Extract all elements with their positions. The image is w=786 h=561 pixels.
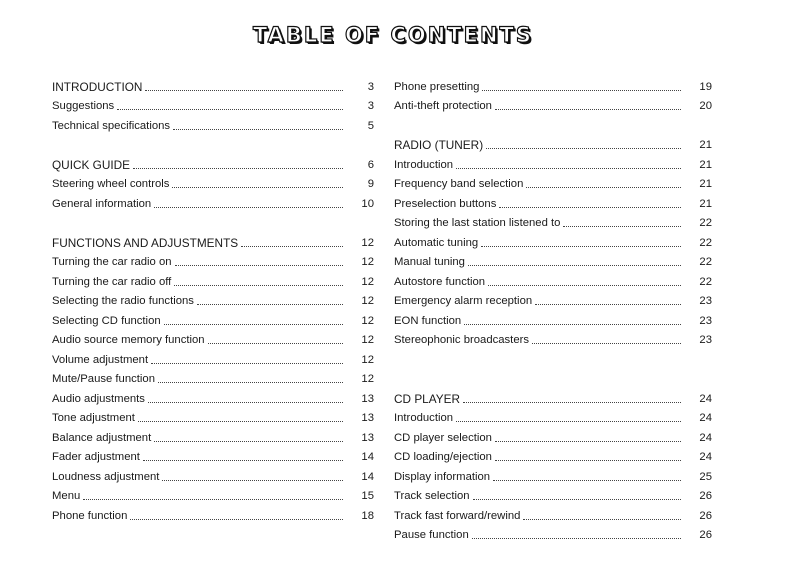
toc-entry-label: Autostore function [394, 275, 486, 288]
toc-entry-label: CD loading/ejection [394, 451, 492, 463]
toc-entry-label: Automatic tuning [394, 236, 479, 249]
toc-entry-label: Turning the car radio on [52, 256, 172, 268]
toc-entry-label: General information [52, 197, 152, 210]
toc-entry-label: Tone adjustment [52, 412, 135, 424]
toc-page-number: 13 [361, 412, 374, 424]
toc-dot-leader [83, 499, 343, 500]
toc-dot-leader [143, 460, 343, 461]
toc-dot-leader [175, 265, 343, 266]
toc-entry[interactable] [394, 523, 712, 543]
toc-entry-label: Preselection buttons [394, 197, 497, 210]
toc-entry-label: Volume adjustment [52, 353, 149, 366]
toc-page-number: 12 [361, 236, 374, 249]
toc-page-number: 12 [361, 295, 374, 307]
toc-page-number: 6 [367, 158, 374, 171]
toc-page-number: 24 [699, 451, 712, 463]
toc-entry[interactable] [52, 464, 374, 484]
toc-entry-label: Phone function [52, 509, 128, 522]
toc-page-number: 12 [361, 334, 374, 346]
toc-dot-leader [468, 265, 681, 266]
toc-entry[interactable] [394, 191, 712, 211]
toc-entry[interactable] [52, 367, 374, 387]
toc-page-number: 26 [699, 529, 712, 541]
toc-entry-label: CD player selection [394, 431, 492, 444]
toc-entry[interactable] [394, 308, 712, 328]
toc-entry[interactable] [394, 445, 712, 465]
toc-dot-leader [463, 402, 681, 403]
toc-dot-leader [151, 363, 343, 364]
toc-page-number: 22 [699, 217, 712, 229]
toc-entry-label: Menu [52, 490, 81, 502]
toc-entry-label: Storing the last station listened to [394, 217, 561, 229]
toc-entry[interactable] [394, 250, 712, 270]
toc-entry[interactable] [394, 269, 712, 289]
toc-dot-leader [456, 168, 681, 169]
toc-dot-leader [172, 187, 343, 188]
toc-entry[interactable] [52, 269, 374, 289]
toc-entry-label: Loudness adjustment [52, 470, 160, 483]
toc-page-number: 25 [699, 470, 712, 483]
toc-entry[interactable] [52, 250, 374, 270]
toc-dot-leader [488, 285, 681, 286]
toc-right-column [394, 74, 712, 542]
toc-entry-label: Fader adjustment [52, 451, 140, 463]
toc-dot-leader [486, 148, 681, 149]
toc-page-number: 14 [361, 451, 374, 463]
toc-dot-leader [138, 421, 343, 422]
toc-entry[interactable] [52, 94, 374, 114]
toc-entry[interactable] [394, 94, 712, 114]
toc-dot-leader [495, 441, 681, 442]
toc-page-number: 14 [361, 470, 374, 483]
toc-page-number: 24 [699, 392, 712, 405]
toc-entry-label: Stereophonic broadcasters [394, 334, 530, 346]
toc-dot-leader [173, 129, 343, 130]
toc-spacer [394, 113, 712, 133]
toc-page-number: 15 [361, 490, 374, 502]
toc-entry[interactable] [394, 503, 712, 523]
toc-entry[interactable] [52, 445, 374, 465]
toc-dot-leader [473, 499, 681, 500]
toc-page-number: 12 [361, 373, 374, 385]
toc-entry[interactable] [394, 172, 712, 192]
toc-dot-leader [464, 324, 681, 325]
toc-page-number: 18 [361, 509, 374, 522]
toc-entry-label: Manual tuning [394, 256, 465, 268]
toc-entry[interactable] [394, 464, 712, 484]
toc-entry-label: Pause function [394, 529, 469, 541]
toc-entry-label: Emergency alarm reception [394, 295, 533, 307]
toc-entry[interactable] [52, 172, 374, 192]
toc-entry[interactable] [52, 308, 374, 328]
toc-entry[interactable] [394, 211, 712, 231]
toc-entry-label: Selecting the radio functions [52, 295, 194, 307]
toc-page-number: 12 [361, 275, 374, 288]
toc-dot-leader [208, 343, 343, 344]
toc-dot-leader [535, 304, 681, 305]
toc-dot-leader [154, 441, 343, 442]
toc-dot-leader [154, 207, 343, 208]
toc-entry-label: Technical specifications [52, 119, 171, 132]
toc-page-number: 21 [699, 178, 712, 190]
toc-spacer [394, 367, 712, 387]
toc-dot-leader [472, 538, 681, 539]
toc-entry-label: Suggestions [52, 100, 115, 112]
toc-section-entry[interactable] [394, 386, 712, 406]
toc-page-number: 22 [699, 275, 712, 288]
toc-page-number: 26 [699, 509, 712, 522]
toc-entry-label: Track selection [394, 490, 470, 502]
toc-page-number: 3 [367, 100, 374, 112]
toc-spacer [52, 211, 374, 231]
toc-dot-leader [117, 109, 343, 110]
toc-page-number: 21 [699, 197, 712, 210]
toc-page-number: 20 [699, 100, 712, 112]
toc-entry[interactable] [52, 503, 374, 523]
toc-entry-label: Selecting CD function [52, 314, 161, 327]
toc-entry[interactable] [52, 425, 374, 445]
toc-page-number: 12 [361, 314, 374, 327]
toc-entry[interactable] [394, 152, 712, 172]
toc-dot-leader [495, 109, 681, 110]
toc-page-number: 21 [699, 139, 712, 151]
toc-spacer [394, 347, 712, 367]
toc-entry[interactable] [394, 406, 712, 426]
toc-dot-leader [162, 480, 343, 481]
toc-entry-label: QUICK GUIDE [52, 157, 130, 172]
toc-page-number: 5 [367, 119, 374, 132]
toc-dot-leader [493, 480, 681, 481]
toc-page-number: 24 [699, 431, 712, 444]
toc-dot-leader [145, 90, 343, 91]
toc-page-number: 12 [361, 256, 374, 268]
toc-entry-label: Anti-theft protection [394, 100, 492, 112]
toc-dot-leader [133, 168, 343, 169]
toc-dot-leader [563, 226, 681, 227]
toc-entry[interactable] [394, 289, 712, 309]
toc-entry-label: INTRODUCTION [52, 79, 143, 94]
toc-page-number: 23 [699, 314, 712, 327]
toc-entry-label: Track fast forward/rewind [394, 509, 521, 522]
toc-dot-leader [148, 402, 343, 403]
toc-page-number: 3 [367, 80, 374, 93]
toc-entry[interactable] [52, 113, 374, 133]
toc-entry[interactable] [52, 347, 374, 367]
toc-entry-label: Mute/Pause function [52, 373, 155, 385]
toc-entry[interactable] [394, 328, 712, 348]
toc-page-number: 23 [699, 334, 712, 346]
toc-entry-label: Introduction [394, 412, 454, 424]
toc-page-number: 21 [699, 158, 712, 171]
toc-entry[interactable] [52, 289, 374, 309]
toc-page-number: 22 [699, 256, 712, 268]
toc-entry[interactable] [52, 328, 374, 348]
toc-entry-label: CD PLAYER [394, 391, 460, 406]
toc-entry-label: Phone presetting [394, 80, 480, 93]
toc-entry[interactable] [52, 386, 374, 406]
toc-spacer [52, 133, 374, 153]
toc-dot-leader [130, 519, 343, 520]
toc-dot-leader [456, 421, 681, 422]
toc-dot-leader [526, 187, 681, 188]
toc-dot-leader [241, 246, 343, 247]
toc-page-number: 13 [361, 431, 374, 444]
toc-entry-label: Audio adjustments [52, 392, 145, 405]
toc-section-entry[interactable] [52, 152, 374, 172]
toc-entry[interactable] [394, 230, 712, 250]
toc-entry[interactable] [394, 425, 712, 445]
toc-section-entry[interactable] [52, 230, 374, 250]
toc-page-number: 24 [699, 412, 712, 424]
toc-entry[interactable] [52, 484, 374, 504]
toc-page-number: 26 [699, 490, 712, 502]
toc-entry[interactable] [394, 74, 712, 94]
toc-dot-leader [197, 304, 343, 305]
toc-entry[interactable] [394, 484, 712, 504]
toc-entry-label: Steering wheel controls [52, 178, 170, 190]
toc-dot-leader [481, 246, 681, 247]
toc-entry-label: Balance adjustment [52, 431, 152, 444]
toc-page-number: 9 [367, 178, 374, 190]
toc-page-number: 19 [699, 80, 712, 93]
toc-dot-leader [523, 519, 681, 520]
toc-entry-label: Frequency band selection [394, 178, 524, 190]
toc-section-entry[interactable] [52, 74, 374, 94]
toc-entry[interactable] [52, 191, 374, 211]
toc-entry[interactable] [52, 406, 374, 426]
toc-dot-leader [158, 382, 343, 383]
toc-dot-leader [532, 343, 681, 344]
page-title: TABLE OF CONTENTS [252, 23, 534, 47]
toc-page-number: 13 [361, 392, 374, 405]
toc-left-column [52, 74, 374, 523]
toc-entry-label: RADIO (TUNER) [394, 138, 484, 152]
toc-dot-leader [482, 90, 681, 91]
toc-page-number: 23 [699, 295, 712, 307]
toc-dot-leader [174, 285, 343, 286]
toc-page-number: 12 [361, 353, 374, 366]
toc-section-entry[interactable] [394, 133, 712, 153]
toc-entry-label: Display information [394, 470, 491, 483]
toc-page-number: 10 [361, 197, 374, 210]
toc-entry-label: EON function [394, 314, 462, 327]
toc-dot-leader [495, 460, 681, 461]
toc-entry-label: Introduction [394, 158, 454, 171]
toc-dot-leader [164, 324, 343, 325]
toc-dot-leader [499, 207, 681, 208]
toc-entry-label: Audio source memory function [52, 334, 205, 346]
toc-page-number: 22 [699, 236, 712, 249]
toc-entry-label: Turning the car radio off [52, 275, 172, 288]
toc-entry-label: FUNCTIONS AND ADJUSTMENTS [52, 235, 239, 250]
